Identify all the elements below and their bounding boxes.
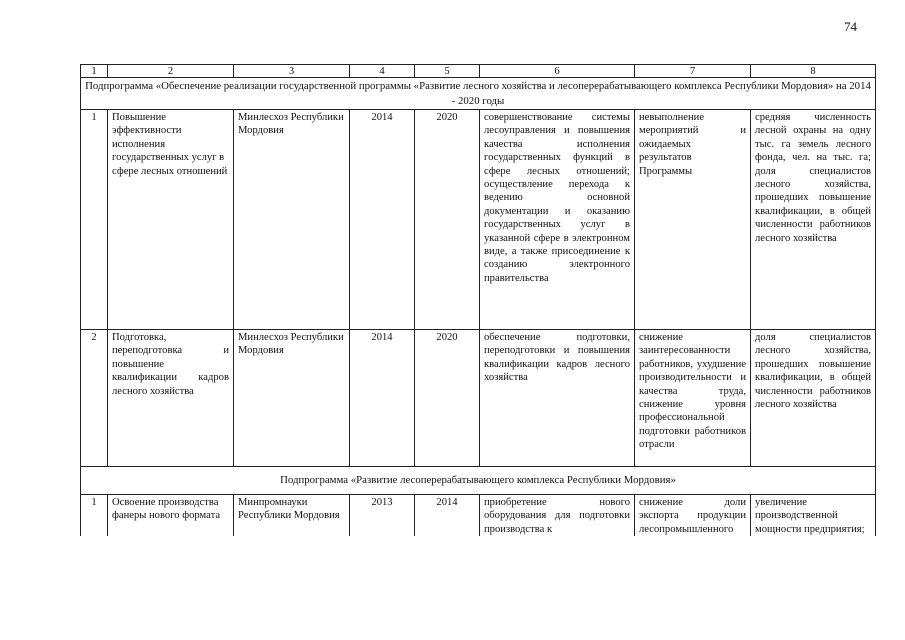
table-row [81,110,876,330]
start-year: 2014 [350,330,415,467]
column-number: 5 [415,65,480,78]
non-implementation-consequences: снижение доли экспорта продукции лесопромышленного [635,495,751,537]
column-number: 3 [234,65,350,78]
target-indicators: увеличение производственной мощности предприятия; [751,495,876,537]
subprogram-title: Подпрограмма «Обеспечение реализации государственной программы «Развитие лесного хозяйства и лесоперерабатывающего комплекса Республики Мордовия» на 2014 - 2020 годы [81,78,876,110]
row-number: 2 [81,330,108,467]
column-number: 8 [751,65,876,78]
responsible-executor: Минлесхоз Республики Мордовия [234,110,350,330]
end-year: 2014 [415,495,480,537]
column-number: 6 [480,65,635,78]
measure-name: Повышение эффективности исполнения государственных услуг в сфере лесных отношений [108,110,234,330]
non-implementation-consequences: снижение заинтересованности работников, ухудшение производительности и качества труда, снижение уровня профессиональной подготовки работников отрасли [635,330,751,467]
row-number: 1 [81,495,108,537]
column-number: 7 [635,65,751,78]
measures-table [80,64,876,536]
measure-name: Освоение производства фанеры нового формата [108,495,234,537]
column-number: 4 [350,65,415,78]
measure-name: Подготовка, переподготовка и повышение квалификации кадров лесного хозяйства [108,330,234,467]
responsible-executor: Минпромнауки Республики Мордовия [234,495,350,537]
start-year: 2014 [350,110,415,330]
end-year: 2020 [415,110,480,330]
end-year: 2020 [415,330,480,467]
column-number: 1 [81,65,108,78]
column-number-row [81,65,876,78]
target-indicators: доля специалистов лесного хозяйства, прошедших повышение квалификации, в общей численности работников лесного хозяйства [751,330,876,467]
table-row [81,330,876,467]
column-number: 2 [108,65,234,78]
row-number: 1 [81,110,108,330]
responsible-executor: Минлесхоз Республики Мордовия [234,330,350,467]
page-number: 74 [844,19,857,34]
non-implementation-consequences: невыполнение мероприятий и ожидаемых результатов Программы [635,110,751,330]
expected-result: обеспечение подготовки, переподготовки и повышения квалификации кадров лесного хозяйства [480,330,635,467]
table-row [81,495,876,537]
expected-result: совершенствование системы лесоуправления и повышения качества исполнения государственных функций в сфере лесных отношений; осуществление перехода к ведению основной документации и оказанию государственных услуг в указанной сфере в электронном виде, а также присоединение к созданию электронного правительства [480,110,635,330]
target-indicators: средняя численность лесной охраны на одну тыс. га земель лесного фонда, чел. на тыс. га; доля специалистов лесного хозяйства, прошедших повышение квалификации, в общей численности работников лесного хозяйства [751,110,876,330]
subprogram-title-row [81,78,876,110]
start-year: 2013 [350,495,415,537]
subprogram-title: Подпрограмма «Развитие лесоперерабатывающего комплекса Республики Мордовия» [81,467,876,495]
subprogram-title-row [81,467,876,495]
expected-result: приобретение нового оборудования для подготовки производства к [480,495,635,537]
